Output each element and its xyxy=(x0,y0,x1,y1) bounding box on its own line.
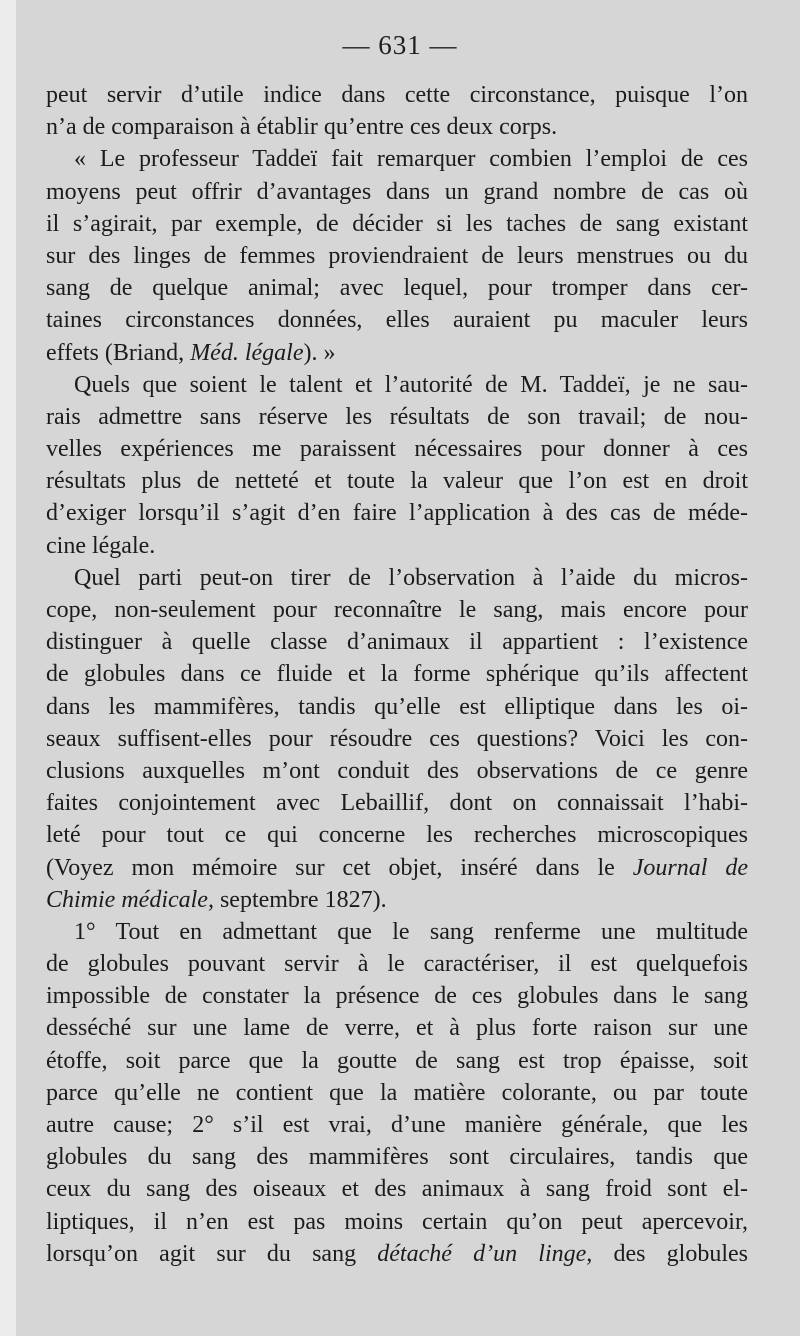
line-text: leté pour tout ce qui concerne les recherches microscopiques xyxy=(46,822,748,849)
line-italic-text: Méd. légale xyxy=(190,339,304,366)
text-line xyxy=(46,1109,748,1141)
line-text: 1° Tout en admettant que le sang renferme une multitude xyxy=(74,918,748,945)
text-line xyxy=(46,208,748,240)
line-text: effets (Briand, xyxy=(46,339,191,366)
line-text: desséché sur une lame de verre, et à plus forte raison sur une xyxy=(46,1015,748,1042)
page-edge xyxy=(0,0,16,1336)
line-text: rais admettre sans réserve les résultats de son travail; de nou- xyxy=(46,403,748,430)
line-text-after: septembre 1827). xyxy=(213,886,387,913)
text-line xyxy=(46,240,748,272)
line-text: sang de quelque animal; avec lequel, pour tromper dans cer- xyxy=(46,275,748,302)
line-text: ceux du sang des oiseaux et des animaux à sang froid sont el- xyxy=(46,1176,748,1203)
line-text: résultats plus de netteté et toute la valeur que l’on est en droit xyxy=(46,468,748,495)
line-text: (Voyez mon mémoire sur cet objet, inséré dans le xyxy=(46,854,633,881)
text-line xyxy=(46,787,748,819)
line-text: clusions auxquelles m’ont conduit des observations de ce genre xyxy=(46,757,748,784)
line-text: peut servir d’utile indice dans cette circonstance, puisque l’on xyxy=(46,82,748,108)
body-text xyxy=(46,79,748,1270)
text-line xyxy=(46,272,748,304)
text-line xyxy=(46,304,748,336)
page-number: — 631 — xyxy=(342,30,458,60)
line-text: impossible de constater la présence de ces globules dans le sang xyxy=(46,983,748,1010)
text-line xyxy=(46,980,748,1012)
line-text: cine légale. xyxy=(46,532,156,559)
text-line xyxy=(46,691,748,723)
text-line xyxy=(46,1173,748,1205)
line-italic-text: Chimie médicale, xyxy=(46,886,214,913)
text-line xyxy=(46,1012,748,1044)
text-line xyxy=(46,143,748,175)
line-text: moyens peut offrir d’avantages dans un grand nombre de cas où xyxy=(46,178,748,205)
text-line xyxy=(46,176,748,208)
line-text: de globules dans ce fluide et la forme sphérique qu’ils affectent xyxy=(46,661,748,688)
text-line xyxy=(46,626,748,658)
line-text: taines circonstances données, elles auraient pu maculer leurs xyxy=(46,307,748,334)
text-line xyxy=(46,530,748,562)
line-text: dans les mammifères, tandis qu’elle est elliptique dans les oi- xyxy=(46,693,748,720)
text-line xyxy=(46,1238,748,1270)
text-line xyxy=(46,594,748,626)
text-line xyxy=(46,1206,748,1238)
line-text: de globules pouvant servir à le caractériser, il est quelquefois xyxy=(46,951,748,978)
line-text: faites conjointement avec Lebaillif, dont on connaissait l’habi- xyxy=(46,790,748,817)
line-text: « Le professeur Taddeï fait remarquer combien l’emploi de ces xyxy=(74,146,748,173)
line-text: cope, non-seulement pour reconnaître le sang, mais encore pour xyxy=(46,597,748,623)
line-text: Quel parti peut-on tirer de l’observation à l’aide du micros- xyxy=(74,564,748,591)
text-line xyxy=(46,658,748,690)
text-line xyxy=(46,79,748,111)
line-text: velles expériences me paraissent nécessaires pour donner à ces xyxy=(46,436,748,463)
line-text-after: ). » xyxy=(303,339,336,366)
text-line xyxy=(46,1141,748,1173)
text-line xyxy=(46,948,748,980)
line-text: parce qu’elle ne contient que la matière colorante, ou par toute xyxy=(46,1079,748,1106)
text-line xyxy=(46,562,748,594)
line-text: distinguer à quelle classe d’animaux il appartient : l’existence xyxy=(46,629,748,656)
line-text: liptiques, il n’en est pas moins certain qu’on peut apercevoir, xyxy=(46,1208,748,1235)
line-text: autre cause; 2° s’il est vrai, d’une manière générale, que les xyxy=(46,1112,748,1138)
line-italic-text: Journal de xyxy=(632,854,749,881)
text-line xyxy=(46,337,748,369)
line-text: n’a de comparaison à établir qu’entre ces deux corps. xyxy=(46,114,558,141)
line-text: sur des linges de femmes proviendraient de leurs menstrues ou du xyxy=(46,242,748,269)
text-line xyxy=(46,884,748,916)
line-text: seaux suffisent-elles pour résoudre ces questions? Voici les con- xyxy=(46,725,748,752)
text-line xyxy=(46,369,748,401)
text-line xyxy=(46,916,748,948)
text-line xyxy=(46,1077,748,1109)
text-line xyxy=(46,465,748,497)
text-line xyxy=(46,755,748,787)
text-line xyxy=(46,497,748,529)
line-text: d’exiger lorsqu’il s’agit d’en faire l’application à des cas de méde- xyxy=(46,500,748,527)
text-line xyxy=(46,819,748,851)
line-text-after: des globules xyxy=(592,1240,748,1267)
line-text: Quels que soient le talent et l’autorité de M. Taddeï, je ne sau- xyxy=(74,371,748,398)
text-line xyxy=(46,1045,748,1077)
text-line xyxy=(46,401,748,433)
line-italic-text: détaché d’un linge, xyxy=(377,1240,593,1267)
line-text: étoffe, soit parce que la goutte de sang est trop épaisse, soit xyxy=(46,1047,748,1074)
text-line xyxy=(46,852,748,884)
line-text: globules du sang des mammifères sont circulaires, tandis que xyxy=(46,1144,748,1171)
text-line xyxy=(46,433,748,465)
line-text: lorsqu’on agit sur du sang xyxy=(46,1240,378,1267)
line-text: il s’agirait, par exemple, de décider si les taches de sang existant xyxy=(46,210,748,237)
text-line xyxy=(46,111,748,143)
text-line xyxy=(46,723,748,755)
